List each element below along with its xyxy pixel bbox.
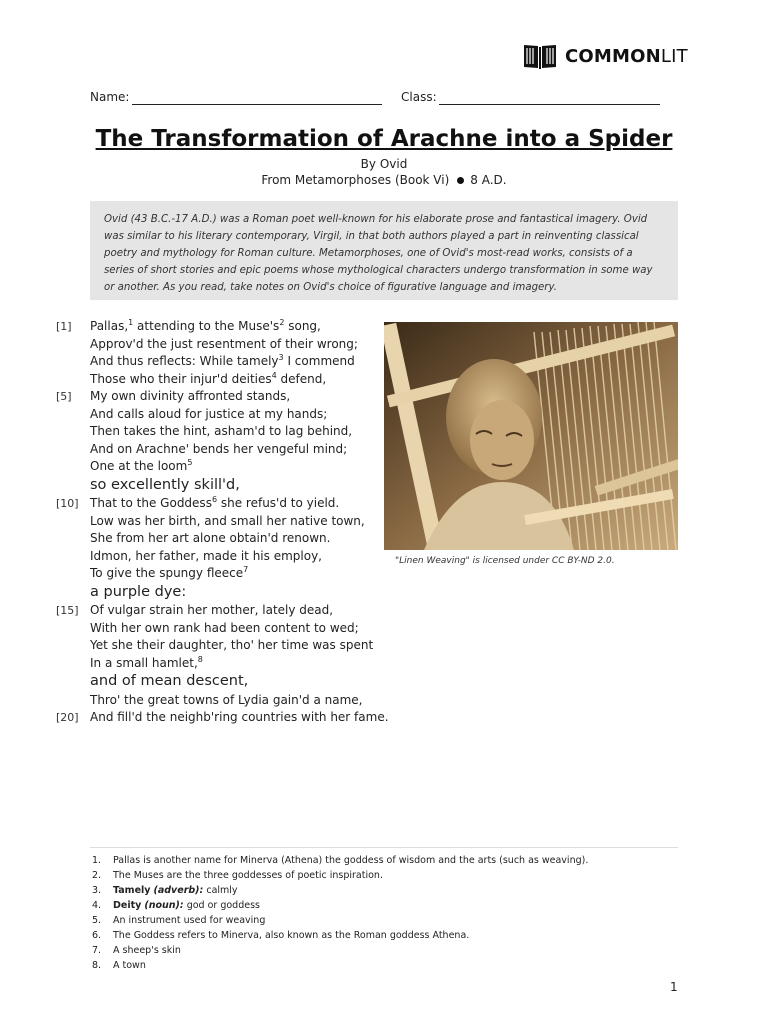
- poem-line-text: And on Arachne' bends her vengeful mind;: [90, 441, 348, 456]
- footnote-item: [90, 853, 678, 868]
- poem-line: [56, 476, 386, 496]
- poem-line-text: song,: [284, 319, 321, 333]
- footnote-text: The Goddess refers to Minerva, also known as the Roman goddess Athena.: [113, 930, 470, 941]
- poem-line-text: With her own rank had been content to wed;: [90, 620, 359, 635]
- poem-line: [56, 513, 386, 531]
- linen-weaving-photo: [384, 322, 678, 550]
- poem-line-text: And calls aloud for justice at my hands;: [90, 406, 328, 421]
- footnote-marker: 1: [128, 318, 134, 327]
- footnote-text: The Muses are the three goddesses of poetic inspiration.: [113, 870, 383, 881]
- source-work: From Metamorphoses (Book Vi): [261, 173, 450, 187]
- poem-line-text: Of vulgar strain her mother, lately dead,: [90, 603, 334, 617]
- footnote-number: 3.: [92, 885, 102, 896]
- poem-line-text: Approv'd the just resentment of their wrong;: [90, 336, 358, 351]
- poem-line: [56, 565, 386, 583]
- footnote-text: god or goddess: [183, 900, 260, 911]
- poem-line-text: attending to the Muse's: [133, 319, 280, 333]
- footnote-marker: 3: [278, 353, 284, 362]
- poem-line-text: and of mean descent,: [90, 673, 249, 689]
- poem-line-text: That to the Goddess: [90, 496, 212, 510]
- poem-line-text: To give the spungy fleece: [90, 566, 244, 580]
- footnote-item: [90, 883, 678, 898]
- poem-line-text: Yet she their daughter, tho' her time was spent: [90, 638, 374, 652]
- page-number: 1: [670, 980, 678, 994]
- poem-line: [56, 655, 386, 673]
- poem-line: [56, 406, 386, 424]
- footnote-item: [90, 898, 678, 913]
- byline: By Ovid: [360, 157, 408, 171]
- footnote-marker: 2: [279, 318, 285, 327]
- poem-line-text: defend,: [276, 371, 327, 386]
- poem-line: [56, 371, 386, 389]
- poem-line: [56, 583, 386, 603]
- footnote-number: 4.: [92, 900, 102, 911]
- bullet-icon: [457, 177, 464, 184]
- line-number: [20]: [56, 711, 79, 724]
- footnote-term: Tamely: [113, 885, 151, 896]
- poem-line-text: so excellently skill'd,: [90, 476, 240, 493]
- commonlit-logo: [522, 42, 688, 70]
- footnote-part-of-speech: (noun):: [144, 900, 184, 911]
- footnotes: [90, 853, 678, 973]
- logo-text-bold: COMMON: [565, 45, 661, 67]
- footnote-number: 6.: [92, 930, 102, 941]
- footnote-item: [90, 943, 678, 958]
- footnote-marker: 5: [187, 458, 193, 467]
- poem-line-text: And fill'd the neighb'ring countries with her fame.: [90, 710, 389, 724]
- poem-line: [56, 388, 386, 406]
- poem-line-text: a purple dye:: [90, 583, 187, 600]
- poem-line: [56, 441, 386, 459]
- poem-line-text: Those who their injur'd deities: [90, 371, 272, 386]
- poem-line-text: My own divinity affronted stands,: [90, 389, 291, 403]
- poem-line-text: She from her art alone obtain'd renown.: [90, 531, 331, 545]
- footnote-marker: 7: [243, 565, 249, 574]
- logo-text-light: LIT: [660, 45, 688, 67]
- poem-line-text: One at the loom: [90, 459, 188, 473]
- poem-line: [56, 530, 386, 548]
- footnote-item: [90, 928, 678, 943]
- poem-line: [56, 353, 386, 371]
- poem-line-text: And thus reflects: While tamely: [90, 354, 279, 368]
- poem-line-text: she refus'd to yield.: [217, 496, 340, 510]
- footnote-marker: 8: [197, 654, 203, 664]
- page-title: The Transformation of Arachne into a Spider: [95, 126, 673, 152]
- source-line: [0, 173, 768, 187]
- footnote-text: A sheep's skin: [113, 945, 181, 956]
- footnote-number: 5.: [92, 915, 102, 926]
- footnote-item: [90, 958, 678, 973]
- poem-line-text: Low was her birth, and small her native town,: [90, 513, 365, 528]
- poem-line-text: Pallas,: [90, 319, 129, 333]
- weaver-at-loom-image: [384, 322, 678, 550]
- poem-line-text: I commend: [283, 354, 355, 368]
- poem-line-text: In a small hamlet,: [90, 655, 198, 670]
- poem-line: [56, 672, 386, 692]
- poem-line: [56, 620, 386, 638]
- name-field-line[interactable]: [132, 104, 382, 105]
- line-number: [10]: [56, 497, 79, 510]
- poem-line: [56, 548, 386, 566]
- footnote-number: 2.: [92, 870, 102, 881]
- name-label: Name:: [90, 90, 130, 104]
- footnote-divider: [90, 847, 678, 848]
- footnote-part-of-speech: (adverb):: [153, 885, 204, 896]
- footnote-item: [90, 868, 678, 883]
- footnote-term: Deity: [113, 900, 142, 911]
- footnote-number: 7.: [92, 945, 102, 956]
- poem-line: [56, 637, 386, 655]
- poem-line: [56, 318, 386, 336]
- intro-box: Ovid (43 B.C.-17 A.D.) was a Roman poet well-known for his elaborate prose and fantastical imagery. Ovid was similar to his literary contemporary, Virgil, in that both authors played a part in reinventing classical poetry and mythology for Roman culture. Metamorphoses, one of Ovid's most-read works, consists of a series of short stories and epic poems whose mythological characters undergo transformation in some way or another. As you read, take notes on Ovid's choice of figurative language and imagery.: [90, 201, 678, 300]
- footnote-marker: 6: [211, 495, 218, 504]
- line-number: [1]: [56, 320, 72, 333]
- poem-line: [56, 423, 386, 441]
- line-number: [15]: [56, 604, 79, 617]
- footnote-item: [90, 913, 678, 928]
- footnote-number: 8.: [92, 960, 102, 971]
- poem-line: [56, 495, 386, 513]
- poem-line: [56, 458, 386, 476]
- class-label: Class:: [401, 90, 437, 104]
- poem: [56, 318, 389, 727]
- line-number: [5]: [56, 390, 72, 403]
- open-book-icon: [522, 42, 558, 70]
- poem-line-text: Idmon, her father, made it his employ,: [90, 548, 322, 563]
- footnote-text: Pallas is another name for Minerva (Athena) the goddess of wisdom and the arts (such as weaving).: [113, 855, 589, 866]
- class-field-line[interactable]: [439, 104, 660, 105]
- source-year: 8 A.D.: [470, 173, 507, 187]
- footnote-text: An instrument used for weaving: [113, 915, 266, 926]
- poem-line: [56, 709, 389, 727]
- poem-line: [56, 692, 386, 710]
- image-caption: "Linen Weaving" is licensed under CC BY-ND 2.0.: [395, 556, 615, 566]
- poem-line-text: Then takes the hint, asham'd to lag behind,: [90, 424, 353, 438]
- poem-line: [56, 336, 386, 354]
- poem-line: [56, 602, 386, 620]
- poem-line-text: Thro' the great towns of Lydia gain'd a name,: [90, 692, 363, 707]
- footnote-text: A town: [113, 960, 146, 971]
- footnote-number: 1.: [92, 855, 102, 866]
- footnote-marker: 4: [271, 370, 277, 380]
- footnote-text: calmly: [203, 885, 238, 896]
